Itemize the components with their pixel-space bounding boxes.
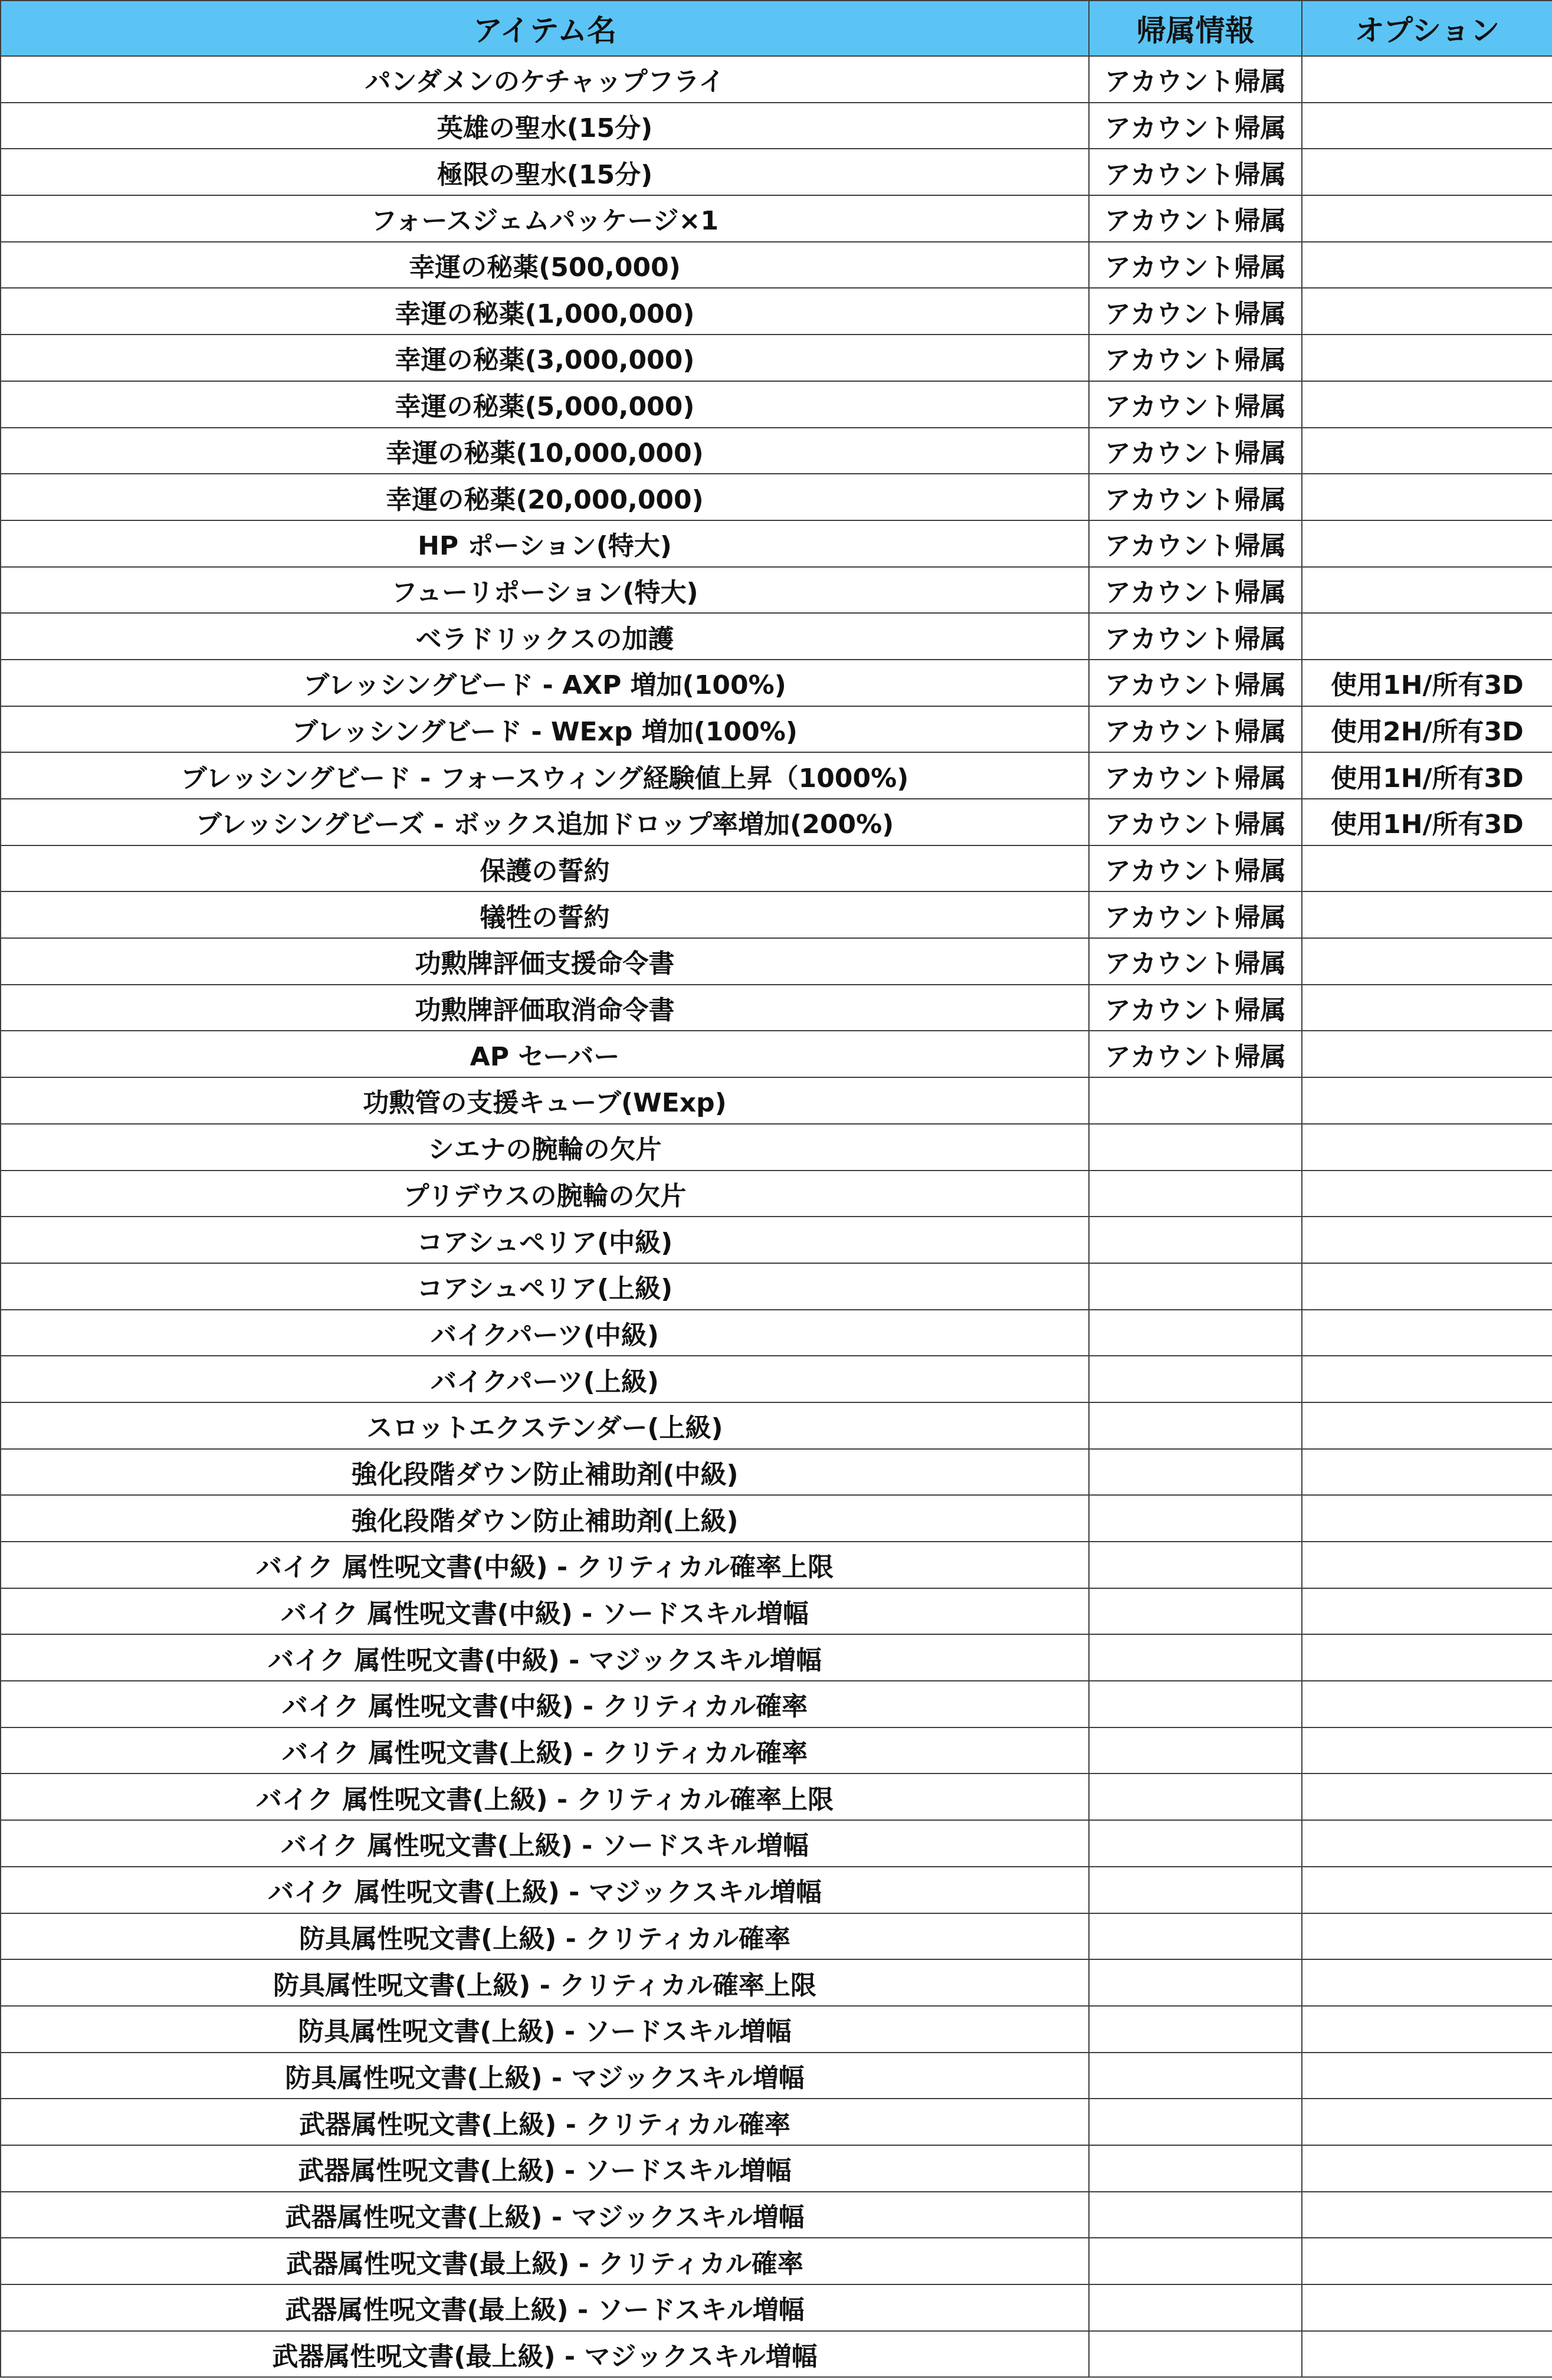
item-name-cell: 武器属性呪文書(最上級) - クリティカル確率 <box>1 2238 1089 2284</box>
binding-info-cell: アカウント帰属 <box>1089 938 1302 985</box>
table-row <box>1 1959 1552 2006</box>
binding-info-cell <box>1089 1773 1302 1820</box>
table-row <box>1 1449 1552 1496</box>
table-row <box>1 706 1552 753</box>
table-row <box>1 1542 1552 1588</box>
option-cell <box>1302 2099 1552 2145</box>
item-name-cell: バイク 属性呪文書(中級) - マジックスキル増幅 <box>1 1634 1089 1681</box>
option-cell <box>1302 938 1552 985</box>
item-name-cell: バイク 属性呪文書(上級) - クリティカル確率上限 <box>1 1773 1089 1820</box>
item-name-cell: バイク 属性呪文書(中級) - クリティカル確率 <box>1 1681 1089 1727</box>
binding-info-cell <box>1089 2006 1302 2053</box>
option-cell <box>1302 1634 1552 1681</box>
option-cell <box>1302 985 1552 1031</box>
table-row <box>1 2331 1552 2378</box>
binding-info-cell: アカウント帰属 <box>1089 799 1302 845</box>
table-row <box>1 195 1552 242</box>
option-cell <box>1302 891 1552 938</box>
binding-info-cell: アカウント帰属 <box>1089 845 1302 892</box>
binding-info-cell <box>1089 1913 1302 1960</box>
binding-info-cell <box>1089 1867 1302 1913</box>
item-name-cell: バイク 属性呪文書(中級) - クリティカル確率上限 <box>1 1542 1089 1588</box>
binding-info-cell <box>1089 1495 1302 1542</box>
option-cell <box>1302 567 1552 614</box>
option-cell <box>1302 2284 1552 2331</box>
item-name-cell: フューリポーション(特大) <box>1 567 1089 614</box>
binding-info-cell: アカウント帰属 <box>1089 660 1302 706</box>
table-row <box>1 752 1552 799</box>
table-row <box>1 1217 1552 1263</box>
binding-info-cell <box>1089 2238 1302 2284</box>
table-body <box>1 56 1552 2377</box>
table-row <box>1 1588 1552 1635</box>
option-cell <box>1302 1356 1552 1402</box>
option-cell <box>1302 56 1552 103</box>
item-name-cell: 幸運の秘薬(5,000,000) <box>1 381 1089 428</box>
item-name-cell: パンダメンのケチャップフライ <box>1 56 1089 103</box>
option-cell <box>1302 1449 1552 1496</box>
item-name-cell: バイク 属性呪文書(上級) - クリティカル確率 <box>1 1727 1089 1774</box>
option-cell <box>1302 103 1552 149</box>
option-cell <box>1302 2053 1552 2099</box>
binding-info-cell <box>1089 2145 1302 2192</box>
table-row <box>1 845 1552 892</box>
binding-info-cell: アカウント帰属 <box>1089 1031 1302 1077</box>
item-name-cell: バイクパーツ(上級) <box>1 1356 1089 1402</box>
item-name-cell: バイク 属性呪文書(中級) - ソードスキル増幅 <box>1 1588 1089 1635</box>
item-name-cell: ブレッシングビード - WExp 増加(100%) <box>1 706 1089 753</box>
item-name-cell: 極限の聖水(15分) <box>1 149 1089 195</box>
item-name-cell: 保護の誓約 <box>1 845 1089 892</box>
table-row <box>1 2006 1552 2053</box>
item-name-cell: 武器属性呪文書(最上級) - ソードスキル増幅 <box>1 2284 1089 2331</box>
table-row <box>1 428 1552 474</box>
binding-info-cell: アカウント帰属 <box>1089 706 1302 753</box>
table-row <box>1 1031 1552 1077</box>
option-cell: 使用1H/所有3D <box>1302 799 1552 845</box>
option-cell <box>1302 1217 1552 1263</box>
option-cell <box>1302 613 1552 660</box>
binding-info-cell: アカウント帰属 <box>1089 985 1302 1031</box>
option-cell <box>1302 1031 1552 1077</box>
binding-info-cell <box>1089 1588 1302 1635</box>
binding-info-cell: アカウント帰属 <box>1089 56 1302 103</box>
item-name-cell: 武器属性呪文書(上級) - ソードスキル増幅 <box>1 2145 1089 2192</box>
item-name-cell: 功勲管の支援キューブ(WExp) <box>1 1077 1089 1124</box>
item-name-cell: 英雄の聖水(15分) <box>1 103 1089 149</box>
table-row <box>1 1913 1552 1960</box>
binding-info-cell <box>1089 1124 1302 1171</box>
option-cell <box>1302 1171 1552 1217</box>
table-row <box>1 938 1552 985</box>
table-row <box>1 474 1552 520</box>
item-name-cell: 幸運の秘薬(3,000,000) <box>1 335 1089 381</box>
option-cell <box>1302 2238 1552 2284</box>
binding-info-cell: アカウント帰属 <box>1089 891 1302 938</box>
table-row <box>1 1263 1552 1310</box>
option-cell <box>1302 428 1552 474</box>
item-name-cell: シエナの腕輪の欠片 <box>1 1124 1089 1171</box>
binding-info-cell: アカウント帰属 <box>1089 335 1302 381</box>
binding-info-cell <box>1089 2331 1302 2378</box>
table-row <box>1 1356 1552 1402</box>
item-name-cell: 武器属性呪文書(上級) - マジックスキル増幅 <box>1 2192 1089 2238</box>
table-row <box>1 2238 1552 2284</box>
item-name-cell: ブレッシングビード - フォースウィング経験値上昇（1000%) <box>1 752 1089 799</box>
option-cell <box>1302 2331 1552 2378</box>
option-cell <box>1302 1077 1552 1124</box>
item-name-cell: 防具属性呪文書(上級) - クリティカル確率上限 <box>1 1959 1089 2006</box>
item-name-cell: 功勲牌評価取消命令書 <box>1 985 1089 1031</box>
table-row <box>1 149 1552 195</box>
binding-info-cell: アカウント帰属 <box>1089 520 1302 567</box>
binding-info-cell <box>1089 1959 1302 2006</box>
table-row <box>1 1820 1552 1867</box>
item-name-cell: AP セーバー <box>1 1031 1089 1077</box>
binding-info-cell: アカウント帰属 <box>1089 752 1302 799</box>
binding-info-cell <box>1089 1542 1302 1588</box>
option-cell <box>1302 1402 1552 1449</box>
option-cell <box>1302 1588 1552 1635</box>
item-name-cell: フォースジェムパッケージ×1 <box>1 195 1089 242</box>
binding-info-cell <box>1089 1356 1302 1402</box>
option-cell <box>1302 1681 1552 1727</box>
binding-info-cell <box>1089 1310 1302 1356</box>
item-name-cell: 防具属性呪文書(上級) - マジックスキル増幅 <box>1 2053 1089 2099</box>
option-cell <box>1302 1727 1552 1774</box>
item-name-cell: 幸運の秘薬(1,000,000) <box>1 288 1089 335</box>
binding-info-cell <box>1089 1402 1302 1449</box>
binding-info-cell <box>1089 1820 1302 1867</box>
item-name-cell: コアシュペリア(中級) <box>1 1217 1089 1263</box>
table-row <box>1 335 1552 381</box>
table-row <box>1 2053 1552 2099</box>
option-cell <box>1302 1820 1552 1867</box>
table-row <box>1 381 1552 428</box>
table-row <box>1 1634 1552 1681</box>
table-row <box>1 2192 1552 2238</box>
option-cell <box>1302 1959 1552 2006</box>
item-name-cell: バイク 属性呪文書(上級) - ソードスキル増幅 <box>1 1820 1089 1867</box>
header-binding-info: 帰属情報 <box>1089 1 1302 56</box>
binding-info-cell <box>1089 1263 1302 1310</box>
binding-info-cell <box>1089 1681 1302 1727</box>
option-cell <box>1302 1773 1552 1820</box>
table-row <box>1 985 1552 1031</box>
binding-info-cell <box>1089 1077 1302 1124</box>
item-name-cell: コアシュペリア(上級) <box>1 1263 1089 1310</box>
binding-info-cell: アカウント帰属 <box>1089 242 1302 289</box>
table-row <box>1 799 1552 845</box>
table-row <box>1 2284 1552 2331</box>
table-row <box>1 1124 1552 1171</box>
option-cell <box>1302 1124 1552 1171</box>
binding-info-cell: アカウント帰属 <box>1089 195 1302 242</box>
item-name-cell: スロットエクステンダー(上級) <box>1 1402 1089 1449</box>
table-row <box>1 288 1552 335</box>
item-name-cell: バイク 属性呪文書(上級) - マジックスキル増幅 <box>1 1867 1089 1913</box>
option-cell <box>1302 1867 1552 1913</box>
binding-info-cell <box>1089 1727 1302 1774</box>
option-cell <box>1302 149 1552 195</box>
option-cell <box>1302 1310 1552 1356</box>
table-row <box>1 242 1552 289</box>
binding-info-cell: アカウント帰属 <box>1089 613 1302 660</box>
option-cell <box>1302 2192 1552 2238</box>
table-row <box>1 1077 1552 1124</box>
item-name-cell: 武器属性呪文書(最上級) - マジックスキル増幅 <box>1 2331 1089 2378</box>
binding-info-cell: アカウント帰属 <box>1089 428 1302 474</box>
item-name-cell: 防具属性呪文書(上級) - クリティカル確率 <box>1 1913 1089 1960</box>
option-cell <box>1302 1542 1552 1588</box>
binding-info-cell <box>1089 2284 1302 2331</box>
table-row <box>1 1495 1552 1542</box>
item-name-cell: 幸運の秘薬(20,000,000) <box>1 474 1089 520</box>
option-cell <box>1302 474 1552 520</box>
table-row <box>1 1727 1552 1774</box>
item-name-cell: 幸運の秘薬(10,000,000) <box>1 428 1089 474</box>
option-cell <box>1302 288 1552 335</box>
table-row <box>1 1773 1552 1820</box>
header-item-name: アイテム名 <box>1 1 1089 56</box>
item-name-cell: 犠牲の誓約 <box>1 891 1089 938</box>
option-cell <box>1302 335 1552 381</box>
binding-info-cell: アカウント帰属 <box>1089 149 1302 195</box>
table-row <box>1 660 1552 706</box>
option-cell <box>1302 1263 1552 1310</box>
option-cell: 使用2H/所有3D <box>1302 706 1552 753</box>
binding-info-cell: アカウント帰属 <box>1089 288 1302 335</box>
table-row <box>1 2145 1552 2192</box>
option-cell <box>1302 242 1552 289</box>
header-row <box>1 1 1552 56</box>
binding-info-cell <box>1089 1449 1302 1496</box>
item-name-cell: 武器属性呪文書(上級) - クリティカル確率 <box>1 2099 1089 2145</box>
table-row <box>1 103 1552 149</box>
option-cell <box>1302 845 1552 892</box>
item-name-cell: 功勲牌評価支援命令書 <box>1 938 1089 985</box>
table-row <box>1 1681 1552 1727</box>
table-header <box>1 1 1552 56</box>
option-cell <box>1302 1495 1552 1542</box>
table-row <box>1 613 1552 660</box>
table-row <box>1 1867 1552 1913</box>
table-row <box>1 520 1552 567</box>
table-row <box>1 891 1552 938</box>
item-name-cell: ブレッシングビーズ - ボックス追加ドロップ率増加(200%) <box>1 799 1089 845</box>
option-cell <box>1302 2006 1552 2053</box>
item-name-cell: 防具属性呪文書(上級) - ソードスキル増幅 <box>1 2006 1089 2053</box>
table-row <box>1 1310 1552 1356</box>
option-cell <box>1302 2145 1552 2192</box>
option-cell: 使用1H/所有3D <box>1302 660 1552 706</box>
table-row <box>1 2099 1552 2145</box>
option-cell <box>1302 381 1552 428</box>
table-row <box>1 1171 1552 1217</box>
item-name-cell: 幸運の秘薬(500,000) <box>1 242 1089 289</box>
item-name-cell: プリデウスの腕輪の欠片 <box>1 1171 1089 1217</box>
table-row <box>1 1402 1552 1449</box>
binding-info-cell: アカウント帰属 <box>1089 474 1302 520</box>
binding-info-cell: アカウント帰属 <box>1089 567 1302 614</box>
option-cell <box>1302 195 1552 242</box>
binding-info-cell: アカウント帰属 <box>1089 103 1302 149</box>
item-name-cell: 強化段階ダウン防止補助剤(中級) <box>1 1449 1089 1496</box>
item-name-cell: HP ポーション(特大) <box>1 520 1089 567</box>
binding-info-cell <box>1089 1634 1302 1681</box>
binding-info-cell <box>1089 2053 1302 2099</box>
item-name-cell: バイクパーツ(中級) <box>1 1310 1089 1356</box>
option-cell: 使用1H/所有3D <box>1302 752 1552 799</box>
option-cell <box>1302 1913 1552 1960</box>
item-name-cell: ベラドリックスの加護 <box>1 613 1089 660</box>
binding-info-cell <box>1089 2192 1302 2238</box>
header-option: オプション <box>1302 1 1552 56</box>
option-cell <box>1302 520 1552 567</box>
table-row <box>1 567 1552 614</box>
table-row <box>1 56 1552 103</box>
binding-info-cell: アカウント帰属 <box>1089 381 1302 428</box>
item-name-cell: 強化段階ダウン防止補助剤(上級) <box>1 1495 1089 1542</box>
binding-info-cell <box>1089 1217 1302 1263</box>
binding-info-cell <box>1089 1171 1302 1217</box>
binding-info-cell <box>1089 2099 1302 2145</box>
item-name-cell: ブレッシングビード - AXP 増加(100%) <box>1 660 1089 706</box>
